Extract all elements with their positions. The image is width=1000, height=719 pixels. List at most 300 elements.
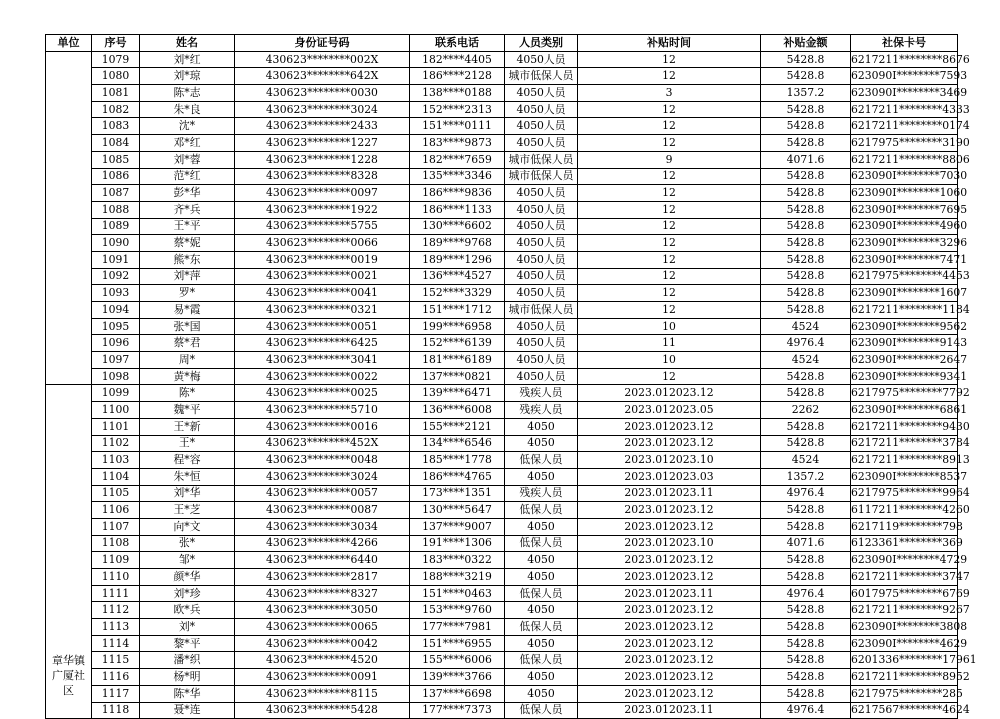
period-cell: 2023.012023.11 [578,585,761,602]
seq-cell: 1082 [92,101,140,118]
amount-cell: 5428.8 [761,685,851,702]
period-cell: 10 [578,318,761,335]
phone-cell: 152****3329 [410,285,505,302]
name-cell: 熊*东 [140,251,235,268]
card-cell: 6217211********4333 [851,101,958,118]
seq-cell: 1101 [92,418,140,435]
phone-cell: 139****6471 [410,385,505,402]
card-cell: 6217211********1184 [851,302,958,319]
table-row [46,619,958,636]
id-number-cell: 430623********0016 [235,418,410,435]
category-cell: 低保人员 [505,702,578,719]
amount-cell: 5428.8 [761,619,851,636]
seq-cell: 1090 [92,235,140,252]
phone-cell: 135****3346 [410,168,505,185]
seq-cell: 1108 [92,535,140,552]
period-cell: 2023.012023.11 [578,485,761,502]
amount-cell: 1357.2 [761,468,851,485]
table-row [46,485,958,502]
period-cell: 2023.012023.10 [578,452,761,469]
period-cell: 3 [578,85,761,102]
period-cell: 11 [578,335,761,352]
card-cell: 623090I********3296 [851,235,958,252]
id-number-cell: 430623********0042 [235,635,410,652]
name-cell: 刘*蓉 [140,151,235,168]
table-row [46,68,958,85]
card-cell: 623090I********7593 [851,68,958,85]
period-cell: 12 [578,285,761,302]
id-number-cell: 430623********0048 [235,452,410,469]
category-cell: 4050人员 [505,251,578,268]
period-cell: 12 [578,201,761,218]
name-cell: 聂*连 [140,702,235,719]
table-row [46,85,958,102]
seq-cell: 1105 [92,485,140,502]
table-row [46,318,958,335]
phone-cell: 134****6546 [410,435,505,452]
phone-cell: 189****1296 [410,251,505,268]
table-row [46,368,958,385]
period-cell: 9 [578,151,761,168]
id-number-cell: 430623********452X [235,435,410,452]
seq-cell: 1109 [92,552,140,569]
category-cell: 城市低保人员 [505,302,578,319]
phone-cell: 177****7981 [410,619,505,636]
amount-cell: 5428.8 [761,218,851,235]
amount-cell: 5428.8 [761,68,851,85]
period-cell: 12 [578,251,761,268]
seq-cell: 1100 [92,402,140,419]
period-cell: 2023.012023.12 [578,435,761,452]
seq-cell: 1114 [92,635,140,652]
card-cell: 623090I********7695 [851,201,958,218]
id-number-cell: 430623********0057 [235,485,410,502]
phone-cell: 186****9836 [410,185,505,202]
phone-cell: 188****3219 [410,569,505,586]
amount-cell: 1357.2 [761,85,851,102]
phone-cell: 151****1712 [410,302,505,319]
id-number-cell: 430623********5755 [235,218,410,235]
table-row [46,652,958,669]
category-cell: 4050人员 [505,201,578,218]
card-cell: 6123361********369 [851,535,958,552]
category-cell: 4050人员 [505,335,578,352]
amount-cell: 4071.6 [761,535,851,552]
name-cell: 颜*华 [140,569,235,586]
category-cell: 城市低保人员 [505,151,578,168]
seq-cell: 1080 [92,68,140,85]
category-cell: 低保人员 [505,452,578,469]
card-cell: 6217975********7792 [851,385,958,402]
card-cell: 6201336********17961 [851,652,958,669]
phone-cell: 151****6955 [410,635,505,652]
phone-cell: 186****4765 [410,468,505,485]
period-cell: 10 [578,352,761,369]
table-row [46,669,958,686]
name-cell: 易*霞 [140,302,235,319]
table-row [46,585,958,602]
name-cell: 彭*华 [140,185,235,202]
period-cell: 12 [578,51,761,68]
phone-cell: 155****2121 [410,418,505,435]
seq-cell: 1081 [92,85,140,102]
header-card: 社保卡号 [851,35,958,52]
seq-cell: 1098 [92,368,140,385]
category-cell: 残疾人员 [505,485,578,502]
amount-cell: 5428.8 [761,201,851,218]
phone-cell: 138****0188 [410,85,505,102]
amount-cell: 5428.8 [761,435,851,452]
card-cell: 623090I********7030 [851,168,958,185]
id-number-cell: 430623********8328 [235,168,410,185]
name-cell: 蔡*妮 [140,235,235,252]
table-row [46,185,958,202]
id-number-cell: 430623********4266 [235,535,410,552]
category-cell: 4050人员 [505,185,578,202]
seq-cell: 1089 [92,218,140,235]
card-cell: 6217975********3190 [851,135,958,152]
table-row [46,552,958,569]
amount-cell: 5428.8 [761,135,851,152]
table-row [46,702,958,719]
phone-cell: 139****3766 [410,669,505,686]
period-cell: 2023.012023.12 [578,502,761,519]
period-cell: 2023.012023.11 [578,702,761,719]
card-cell: 6217211********0174 [851,118,958,135]
seq-cell: 1117 [92,685,140,702]
period-cell: 2023.012023.12 [578,569,761,586]
period-cell: 12 [578,118,761,135]
period-cell: 2023.012023.10 [578,535,761,552]
id-number-cell: 430623********3024 [235,101,410,118]
name-cell: 王*新 [140,418,235,435]
table-row [46,635,958,652]
card-cell: 6217975********285 [851,685,958,702]
card-cell: 623090I********4729 [851,552,958,569]
card-cell: 623090I********8537 [851,468,958,485]
name-cell: 张* [140,535,235,552]
period-cell: 12 [578,235,761,252]
amount-cell: 5428.8 [761,268,851,285]
card-cell: 6217211********8913 [851,452,958,469]
card-cell: 6217567********4624 [851,702,958,719]
seq-cell: 1095 [92,318,140,335]
id-number-cell: 430623********1922 [235,201,410,218]
phone-cell: 152****2313 [410,101,505,118]
card-cell: 6217211********8676 [851,51,958,68]
amount-cell: 5428.8 [761,302,851,319]
amount-cell: 5428.8 [761,669,851,686]
name-cell: 刘*红 [140,51,235,68]
amount-cell: 4976.4 [761,585,851,602]
period-cell: 2023.012023.12 [578,518,761,535]
id-number-cell: 430623********0022 [235,368,410,385]
header-category: 人员类别 [505,35,578,52]
name-cell: 朱*良 [140,101,235,118]
phone-cell: 182****7659 [410,151,505,168]
name-cell: 王*平 [140,218,235,235]
table-row [46,418,958,435]
category-cell: 低保人员 [505,535,578,552]
name-cell: 齐*兵 [140,201,235,218]
period-cell: 12 [578,168,761,185]
id-number-cell: 430623********1228 [235,151,410,168]
period-cell: 2023.012023.12 [578,619,761,636]
card-cell: 623090I********1607 [851,285,958,302]
amount-cell: 4976.4 [761,485,851,502]
category-cell: 4050人员 [505,118,578,135]
category-cell: 4050 [505,552,578,569]
card-cell: 6217211********3784 [851,435,958,452]
category-cell: 低保人员 [505,585,578,602]
id-number-cell: 430623********0030 [235,85,410,102]
period-cell: 2023.012023.12 [578,669,761,686]
id-number-cell: 430623********0041 [235,285,410,302]
table-row [46,468,958,485]
category-cell: 残疾人员 [505,385,578,402]
phone-cell: 183****0322 [410,552,505,569]
card-cell: 623090I********3808 [851,619,958,636]
card-cell: 623090I********2647 [851,352,958,369]
category-cell: 4050 [505,685,578,702]
seq-cell: 1104 [92,468,140,485]
phone-cell: 183****9873 [410,135,505,152]
period-cell: 12 [578,218,761,235]
table-row [46,168,958,185]
period-cell: 12 [578,101,761,118]
category-cell: 4050 [505,435,578,452]
subsidy-table-sheet [45,34,977,719]
amount-cell: 5428.8 [761,602,851,619]
seq-cell: 1093 [92,285,140,302]
name-cell: 刘* [140,619,235,636]
id-number-cell: 430623********2433 [235,118,410,135]
seq-cell: 1118 [92,702,140,719]
header-phone: 联系电话 [410,35,505,52]
name-cell: 范*红 [140,168,235,185]
table-row [46,502,958,519]
period-cell: 12 [578,268,761,285]
id-number-cell: 430623********0021 [235,268,410,285]
category-cell: 城市低保人员 [505,68,578,85]
name-cell: 欧*兵 [140,602,235,619]
id-number-cell: 430623********8115 [235,685,410,702]
amount-cell: 5428.8 [761,518,851,535]
header-seq: 序号 [92,35,140,52]
seq-cell: 1102 [92,435,140,452]
seq-cell: 1097 [92,352,140,369]
category-cell: 4050 [505,569,578,586]
card-cell: 6217975********4453 [851,268,958,285]
unit-label: 章华镇广厦社区 [52,654,85,698]
id-number-cell: 430623********0087 [235,502,410,519]
category-cell: 4050人员 [505,51,578,68]
category-cell: 4050人员 [505,352,578,369]
table-row [46,285,958,302]
period-cell: 2023.012023.12 [578,635,761,652]
name-cell: 朱*恒 [140,468,235,485]
amount-cell: 5428.8 [761,118,851,135]
card-cell: 623090I********9562 [851,318,958,335]
id-number-cell: 430623********3024 [235,468,410,485]
amount-cell: 4976.4 [761,335,851,352]
id-number-cell: 430623********1227 [235,135,410,152]
phone-cell: 199****6958 [410,318,505,335]
phone-cell: 152****6139 [410,335,505,352]
phone-cell: 137****9007 [410,518,505,535]
table-row [46,602,958,619]
phone-cell: 181****6189 [410,352,505,369]
amount-cell: 5428.8 [761,569,851,586]
category-cell: 低保人员 [505,502,578,519]
amount-cell: 5428.8 [761,418,851,435]
period-cell: 2023.012023.12 [578,602,761,619]
id-number-cell: 430623********4520 [235,652,410,669]
table-body [46,51,977,719]
category-cell: 城市低保人员 [505,168,578,185]
phone-cell: 151****0111 [410,118,505,135]
phone-cell: 153****9760 [410,602,505,619]
seq-cell: 1112 [92,602,140,619]
id-number-cell: 430623********6425 [235,335,410,352]
header-period: 补贴时间 [578,35,761,52]
header-amount: 补贴金额 [761,35,851,52]
category-cell: 4050 [505,468,578,485]
phone-cell: 137****0821 [410,368,505,385]
table-row [46,251,958,268]
phone-cell: 186****1133 [410,201,505,218]
name-cell: 王* [140,435,235,452]
card-cell: 6217211********3747 [851,569,958,586]
amount-cell: 5428.8 [761,235,851,252]
table-row [46,352,958,369]
period-cell: 12 [578,368,761,385]
amount-cell: 4976.4 [761,702,851,719]
card-cell: 6217211********8952 [851,669,958,686]
phone-cell: 173****1351 [410,485,505,502]
phone-cell: 182****4405 [410,51,505,68]
unit-cell [46,385,92,719]
category-cell: 4050人员 [505,101,578,118]
period-cell: 2023.012023.12 [578,552,761,569]
table-row [46,335,958,352]
phone-cell: 151****0463 [410,585,505,602]
id-number-cell: 430623********5710 [235,402,410,419]
amount-cell: 5428.8 [761,251,851,268]
table-row [46,101,958,118]
table-row [46,452,958,469]
period-cell: 12 [578,68,761,85]
category-cell: 4050 [505,518,578,535]
id-number-cell: 430623********642X [235,68,410,85]
table-row [46,569,958,586]
card-cell: 623090I********7471 [851,251,958,268]
name-cell: 周* [140,352,235,369]
seq-cell: 1106 [92,502,140,519]
id-number-cell: 430623********2817 [235,569,410,586]
name-cell: 魏*平 [140,402,235,419]
header-name: 姓名 [140,35,235,52]
card-cell: 6217975********9964 [851,485,958,502]
name-cell: 黄*梅 [140,368,235,385]
card-cell: 6217211********9267 [851,602,958,619]
card-cell: 6017975********6769 [851,585,958,602]
name-cell: 邓*红 [140,135,235,152]
name-cell: 沈* [140,118,235,135]
phone-cell: 136****6008 [410,402,505,419]
table-row [46,118,958,135]
seq-cell: 1111 [92,585,140,602]
seq-cell: 1113 [92,619,140,636]
card-cell: 6217211********9430 [851,418,958,435]
category-cell: 4050人员 [505,285,578,302]
table-row [46,518,958,535]
id-number-cell: 430623********0091 [235,669,410,686]
id-number-cell: 430623********0321 [235,302,410,319]
name-cell: 王*芝 [140,502,235,519]
seq-cell: 1099 [92,385,140,402]
id-number-cell: 430623********6440 [235,552,410,569]
name-cell: 刘*华 [140,485,235,502]
card-cell: 623090I********4629 [851,635,958,652]
amount-cell: 5428.8 [761,368,851,385]
table-row [46,385,958,402]
category-cell: 4050人员 [505,318,578,335]
card-cell: 623090I********4960 [851,218,958,235]
category-cell: 低保人员 [505,619,578,636]
header-id-number: 身份证号码 [235,35,410,52]
period-cell: 12 [578,135,761,152]
period-cell: 2023.012023.12 [578,385,761,402]
seq-cell: 1092 [92,268,140,285]
category-cell: 4050人员 [505,235,578,252]
seq-cell: 1116 [92,669,140,686]
id-number-cell: 430623********3034 [235,518,410,535]
name-cell: 刘*珍 [140,585,235,602]
category-cell: 4050人员 [505,218,578,235]
amount-cell: 4524 [761,452,851,469]
card-cell: 6217211********8806 [851,151,958,168]
header-unit: 单位 [46,35,92,52]
amount-cell: 5428.8 [761,502,851,519]
amount-cell: 4071.6 [761,151,851,168]
phone-cell: 155****6006 [410,652,505,669]
name-cell: 蔡*君 [140,335,235,352]
category-cell: 4050人员 [505,268,578,285]
id-number-cell: 430623********3041 [235,352,410,369]
id-number-cell: 430623********0097 [235,185,410,202]
period-cell: 2023.012023.05 [578,402,761,419]
name-cell: 陈* [140,385,235,402]
amount-cell: 5428.8 [761,652,851,669]
seq-cell: 1110 [92,569,140,586]
unit-cell [46,51,92,385]
category-cell: 低保人员 [505,652,578,669]
period-cell: 12 [578,185,761,202]
category-cell: 4050人员 [505,135,578,152]
category-cell: 4050 [505,669,578,686]
category-cell: 残疾人员 [505,402,578,419]
seq-cell: 1094 [92,302,140,319]
id-number-cell: 430623********0019 [235,251,410,268]
name-cell: 向*文 [140,518,235,535]
card-cell: 623090I********1060 [851,185,958,202]
seq-cell: 1091 [92,251,140,268]
table-row [46,51,958,68]
name-cell: 杨*明 [140,669,235,686]
category-cell: 4050 [505,635,578,652]
table-row [46,235,958,252]
